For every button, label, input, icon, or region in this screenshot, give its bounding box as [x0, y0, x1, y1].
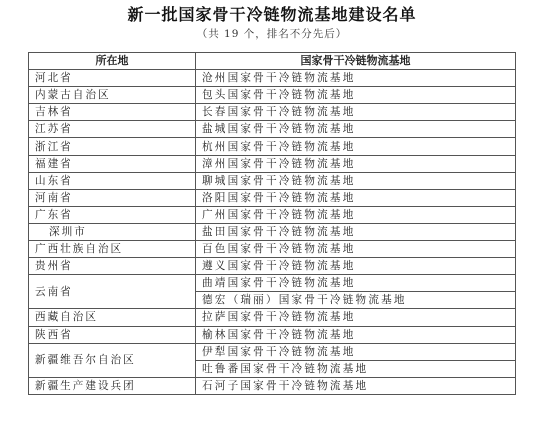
table-row [29, 275, 516, 292]
base-cell: 杭州国家骨干冷链物流基地 [196, 138, 516, 155]
base-cell: 拉萨国家骨干冷链物流基地 [196, 309, 516, 326]
table-body [29, 70, 516, 395]
header-base: 国家骨干冷链物流基地 [196, 53, 516, 70]
base-cell: 聊城国家骨干冷链物流基地 [196, 172, 516, 189]
base-cell: 盐田国家骨干冷链物流基地 [196, 223, 516, 240]
base-cell: 石河子国家骨干冷链物流基地 [196, 377, 516, 394]
location-cell: 新疆生产建设兵团 [29, 377, 196, 394]
page-subtitle: （共 19 个，排名不分先后） [196, 28, 348, 40]
base-cell: 伊犁国家骨干冷链物流基地 [196, 343, 516, 360]
table-row [29, 70, 516, 87]
location-cell: 贵州省 [29, 258, 196, 275]
location-cell: 深圳市 [29, 223, 196, 240]
location-cell: 河南省 [29, 189, 196, 206]
base-cell: 洛阳国家骨干冷链物流基地 [196, 189, 516, 206]
table-row [29, 189, 516, 206]
base-cell: 包头国家骨干冷链物流基地 [196, 87, 516, 104]
base-cell: 沧州国家骨干冷链物流基地 [196, 70, 516, 87]
table-row [29, 326, 516, 343]
base-cell: 长春国家骨干冷链物流基地 [196, 104, 516, 121]
location-cell: 浙江省 [29, 138, 196, 155]
base-cell: 盐城国家骨干冷链物流基地 [196, 121, 516, 138]
table-row [29, 121, 516, 138]
table-row [29, 223, 516, 240]
table-row [29, 258, 516, 275]
table-row [29, 309, 516, 326]
location-cell: 吉林省 [29, 104, 196, 121]
table-row [29, 343, 516, 360]
table-row [29, 104, 516, 121]
base-cell: 漳州国家骨干冷链物流基地 [196, 155, 516, 172]
location-cell: 河北省 [29, 70, 196, 87]
base-cell: 吐鲁番国家骨干冷链物流基地 [196, 360, 516, 377]
base-cell: 遵义国家骨干冷链物流基地 [196, 258, 516, 275]
location-cell: 西藏自治区 [29, 309, 196, 326]
location-cell: 云南省 [29, 275, 196, 309]
table-row [29, 241, 516, 258]
location-cell: 内蒙古自治区 [29, 87, 196, 104]
table-row [29, 206, 516, 223]
base-cell: 曲靖国家骨干冷链物流基地 [196, 275, 516, 292]
base-list-table [28, 52, 516, 395]
location-cell: 山东省 [29, 172, 196, 189]
table-row [29, 87, 516, 104]
table-row [29, 377, 516, 394]
location-cell: 广东省 [29, 206, 196, 223]
table-row [29, 172, 516, 189]
base-cell: 德宏（瑞丽）国家骨干冷链物流基地 [196, 292, 516, 309]
location-cell: 江苏省 [29, 121, 196, 138]
table-header-row [29, 53, 516, 70]
base-cell: 百色国家骨干冷链物流基地 [196, 241, 516, 258]
table-row [29, 138, 516, 155]
location-cell: 新疆维吾尔自治区 [29, 343, 196, 377]
location-cell: 广西壮族自治区 [29, 241, 196, 258]
table-row [29, 155, 516, 172]
location-cell: 福建省 [29, 155, 196, 172]
base-cell: 榆林国家骨干冷链物流基地 [196, 326, 516, 343]
location-cell: 陕西省 [29, 326, 196, 343]
page-title: 新一批国家骨干冷链物流基地建设名单 [127, 5, 417, 24]
base-cell: 广州国家骨干冷链物流基地 [196, 206, 516, 223]
header-location: 所在地 [29, 53, 196, 70]
